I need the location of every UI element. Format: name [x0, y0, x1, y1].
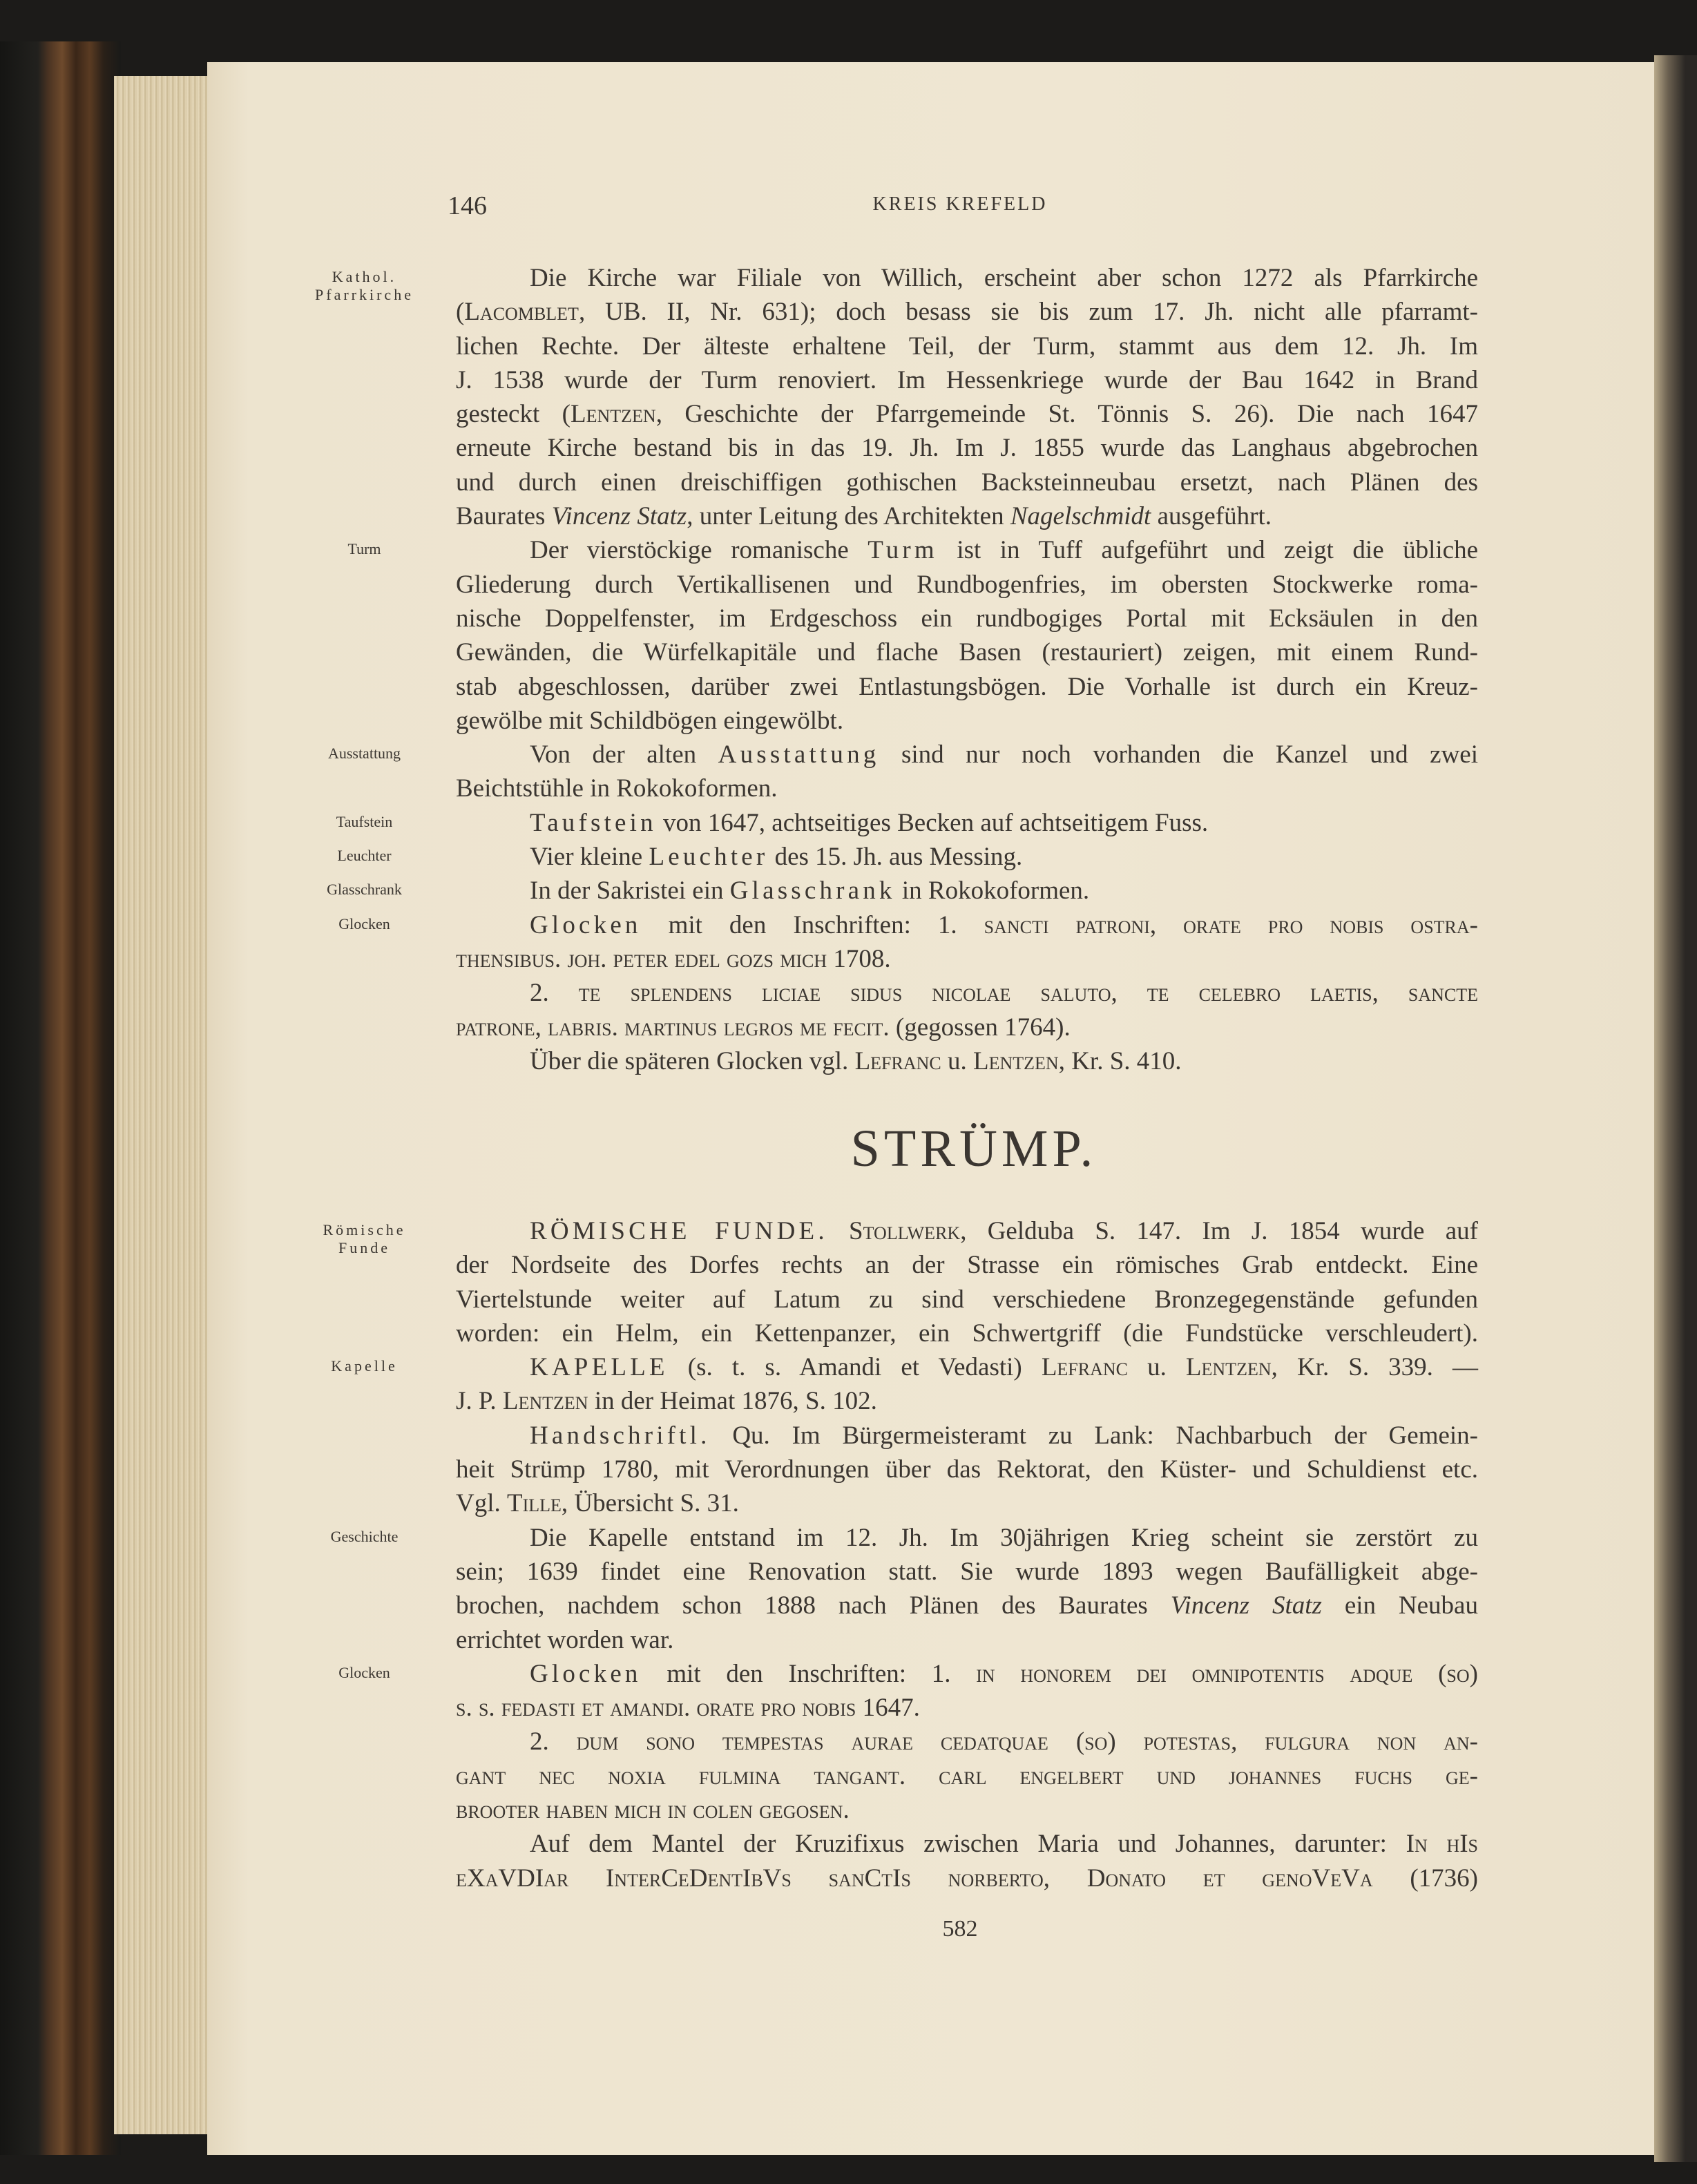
text-segment: gesteckt ( — [456, 400, 571, 429]
text-segment: u. — [941, 1046, 973, 1075]
text-line — [456, 1555, 1478, 1589]
section-kathol-pfarrkirche — [315, 261, 1479, 1078]
text-segment: ein Neubau — [1321, 1591, 1478, 1620]
text-segment: Vier kleine — [530, 843, 649, 872]
text-segment: , Gelduba S. 147. Im J. 1854 wurde auf — [960, 1217, 1478, 1245]
small-caps-text: 1. in honorem dei omnipotentis adque (so) — [931, 1659, 1478, 1688]
text-line — [456, 976, 1478, 1010]
spaced-keyword: Taufstein — [530, 808, 657, 837]
small-caps-text: Lefranc — [854, 1046, 941, 1075]
text-line — [456, 1861, 1478, 1895]
small-caps-text: 2. dum sono tempestas aurae cedatquae (so) potestas, fulgura non an- — [530, 1727, 1478, 1756]
text-segment: , Übersicht S. 31. — [561, 1489, 739, 1518]
spaced-keyword: KAPELLE — [530, 1353, 669, 1382]
text-line — [330, 1521, 1478, 1555]
text-segment: Die Kapelle entstand im 12. Jh. Im 30jährigen Krieg scheint sie zerstört zu — [530, 1523, 1478, 1552]
text-segment: Gewänden, die Würfelkapitäle und flache Basen (restauriert) zeigen, mit einem Rund- — [456, 638, 1478, 667]
text-line — [456, 1691, 1478, 1725]
text-segment: Die Kirche war Filiale von Willich, erscheint aber schon 1272 als Pfarrkirche — [530, 264, 1478, 292]
right-page-edge — [1654, 55, 1697, 2162]
margin-note-line: Kapelle — [331, 1357, 398, 1375]
title-text: STRÜMP — [850, 1120, 1080, 1178]
text-segment: erneute Kirche bestand bis in das 19. Jh. Im J. 1855 wurde das Langhaus abgebrochen — [456, 434, 1478, 463]
text-segment: Auf dem Mantel der Kruzifixus zwischen Maria und Johannes, darunter: — [530, 1830, 1406, 1859]
margin-note — [290, 261, 439, 304]
text-line — [456, 1316, 1478, 1350]
text-line — [456, 431, 1478, 465]
running-title: KREIS KREFELD — [872, 193, 1048, 215]
small-caps-text: Lentzen — [973, 1046, 1059, 1075]
text-line — [338, 1657, 1478, 1691]
text-line — [456, 1453, 1478, 1486]
text-segment: Über die späteren Glocken vgl. — [530, 1046, 855, 1075]
text-segment: Qu. Im Bürgermeisteramt zu Lank: Nachbarbuch der Gemein- — [710, 1421, 1478, 1450]
spaced-keyword: Ausstattung — [718, 740, 880, 769]
text-line — [456, 1793, 1478, 1827]
margin-note — [290, 738, 439, 763]
spaced-keyword: RÖMISCHE FUNDE. — [530, 1217, 828, 1245]
margin-note-line: Geschichte — [330, 1527, 399, 1545]
margin-note — [290, 908, 439, 933]
italic-text: Vincenz Statz — [551, 502, 687, 531]
margin-note-line: Funde — [338, 1239, 390, 1256]
text-line — [456, 1725, 1478, 1759]
text-line — [456, 1283, 1478, 1316]
text-line — [456, 363, 1478, 397]
spaced-keyword: Handschriftl. — [530, 1421, 711, 1450]
text-segment: In der Sakristei ein — [530, 877, 730, 906]
spaced-keyword: Turm — [867, 536, 938, 565]
text-line — [456, 397, 1478, 431]
text-line — [456, 568, 1478, 602]
text-segment: gewölbe mit Schildbögen eingewölbt. — [456, 706, 844, 735]
margin-note-line: Leuchter — [337, 847, 392, 865]
text-segment: J. P. — [456, 1387, 503, 1416]
margin-note — [290, 806, 439, 831]
section-struemp — [323, 1214, 1479, 1895]
text-line — [456, 1248, 1478, 1282]
text-line — [456, 466, 1478, 499]
text-segment: stab abgeschlossen, darüber zwei Entlastungsbögen. Die Vorhalle ist durch ein Kreuz- — [456, 672, 1478, 701]
text-line — [456, 1010, 1478, 1044]
text-line — [347, 533, 1478, 567]
small-caps-text: thensibus. joh. peter edel gozs mich 1708. — [456, 944, 891, 973]
small-caps-text: Lefranc — [1041, 1353, 1129, 1382]
text-segment: , Kr. S. 339. — — [1271, 1353, 1478, 1382]
text-segment: mit den Inschriften: — [641, 1659, 932, 1688]
text-segment: heit Strümp 1780, mit Verordnungen über das Rektorat, den Küster- und Schuldienst etc. — [456, 1455, 1478, 1484]
text-line — [456, 670, 1478, 704]
small-caps-text: brooter haben mich in colen gegosen. — [456, 1796, 850, 1825]
text-segment: lichen Rechte. Der älteste erhaltene Teil, der Turm, stammt aus dem 12. Jh. Im — [456, 332, 1478, 361]
text-line — [456, 1759, 1478, 1793]
page-number-header: 146 — [448, 191, 487, 220]
text-segment: Vgl. — [456, 1489, 507, 1518]
text-line — [456, 1384, 1478, 1418]
text-segment: Beichtstühle in Rokokoformen. — [456, 774, 778, 803]
text-segment: in der Heimat 1876, S. 102. — [588, 1387, 877, 1416]
margin-note — [290, 1521, 439, 1546]
small-caps-text: eXaVDIar InterCeDentIbVs sanCtIs norberto, Donato et genoVeVa — [456, 1864, 1373, 1893]
page-edges — [114, 76, 211, 2134]
margin-note-line: Ausstattung — [327, 745, 401, 763]
text-segment: Gliederung durch Vertikallisenen und Rundbogenfries, im obersten Stockwerke roma- — [456, 570, 1478, 599]
text-line — [456, 295, 1478, 329]
text-line — [456, 1827, 1478, 1861]
small-caps-text: Stollwerk — [849, 1217, 961, 1245]
small-caps-text: Tille — [507, 1489, 562, 1518]
text-segment: (1736) — [1372, 1864, 1478, 1893]
margin-note-line: Glocken — [338, 1663, 390, 1681]
margin-note — [290, 1214, 439, 1257]
text-segment: nische Doppelfenster, im Erdgeschoss ein rundbogiges Portal mit Ecksäulen in den — [456, 604, 1478, 633]
margin-note-line: Pfarrkirche — [315, 286, 414, 303]
small-caps-text: 2. te splendens liciae sidus nicolae saluto, te celebro laetis, sancte — [530, 979, 1478, 1008]
text-segment: Viertelstunde weiter auf Latum zu sind verschiedene Bronzegegenstände gefunden — [456, 1285, 1478, 1314]
text-segment: Der vierstöckige romanische — [530, 536, 868, 565]
margin-note — [290, 874, 439, 899]
text-segment: und durch einen dreischiffigen gothischen Backsteinneubau ersetzt, nach Plänen des — [456, 468, 1478, 497]
text-segment: J. 1538 wurde der Turm renoviert. Im Hessenkriege wurde der Bau 1642 in Brand — [456, 365, 1478, 394]
text-line — [456, 772, 1478, 805]
section-title — [691, 1119, 1257, 1179]
text-segment: , UB. II, Nr. 631); doch besass sie bis zum 17. Jh. nicht alle pfarramt- — [578, 298, 1478, 327]
text-segment: Von der alten — [530, 740, 718, 769]
text-line — [456, 635, 1478, 669]
text-line — [456, 1589, 1478, 1622]
folio-number: 582 — [942, 1916, 978, 1942]
text-line — [456, 704, 1478, 738]
text-line — [456, 1419, 1478, 1453]
text-line — [456, 1044, 1478, 1078]
small-caps-text: Lentzen — [1185, 1353, 1272, 1382]
spaced-keyword: Glocken — [530, 910, 642, 939]
text-segment: worden: ein Helm, ein Kettenpanzer, ein Schwertgriff (die Fundstücke verschleudert). — [456, 1319, 1478, 1348]
text-line — [337, 840, 1478, 874]
margin-note — [290, 1657, 439, 1682]
text-segment: sein; 1639 findet eine Renovation statt. Sie wurde 1893 wegen Baufälligkeit abge- — [456, 1557, 1478, 1586]
text-segment: u. — [1128, 1353, 1186, 1382]
text-segment: ausgeführt. — [1151, 502, 1272, 531]
text-segment: Baurates — [456, 502, 552, 531]
text-segment: mit den Inschriften: — [641, 910, 938, 939]
margin-note-line: Glocken — [338, 914, 390, 932]
text-line — [327, 874, 1478, 908]
text-segment: (s. t. s. Amandi et Vedasti) — [668, 1353, 1042, 1382]
margin-note-line: Taufstein — [336, 812, 393, 830]
margin-note-line: Kathol. — [332, 268, 397, 285]
margin-note — [290, 1350, 439, 1375]
margin-note-line: Turm — [347, 540, 381, 558]
text-line — [456, 499, 1478, 533]
text-line — [336, 806, 1478, 840]
book-binding — [0, 41, 121, 2155]
margin-note-line: Römische — [323, 1221, 406, 1238]
small-caps-text: In hIs — [1406, 1830, 1479, 1859]
italic-text: Nagelschmidt — [1010, 502, 1151, 531]
text-segment: in Rokokoformen. — [895, 877, 1090, 906]
text-line — [323, 1214, 1478, 1256]
text-line — [331, 1350, 1478, 1384]
text-line — [456, 1486, 1478, 1520]
text-segment — [828, 1217, 849, 1245]
small-caps-text: gant nec noxia fulmina tangant. carl engelbert und johannes fuchs ge- — [456, 1761, 1478, 1790]
small-caps-text: Lacomblet — [464, 298, 579, 327]
spaced-keyword: Glasschrank — [729, 877, 896, 906]
text-line — [456, 602, 1478, 635]
text-segment: der Nordseite des Dorfes rechts an der Strasse ein römisches Grab entdeckt. Eine — [456, 1251, 1478, 1280]
text-line — [456, 1623, 1478, 1657]
small-caps-text: Lentzen — [571, 400, 656, 429]
text-line — [315, 261, 1478, 303]
title-period: . — [1080, 1120, 1097, 1178]
margin-note-line: Glasschrank — [327, 881, 402, 899]
small-caps-text: Lentzen — [502, 1387, 588, 1416]
small-caps-text: patrone, labris. martinus legros me fecit. — [456, 1013, 890, 1042]
text-line — [456, 329, 1478, 363]
margin-note — [290, 533, 439, 558]
text-segment: ( — [456, 298, 465, 327]
small-caps-text: 1. sancti patroni, orate pro nobis ostra- — [937, 910, 1478, 939]
italic-text: Vincenz Statz — [1170, 1591, 1322, 1620]
text-segment: ist in Tuff aufgeführt und zeigt die übliche — [937, 536, 1478, 565]
text-line — [456, 942, 1478, 976]
text-segment: , Kr. S. 410. — [1058, 1046, 1182, 1075]
small-caps-text: s. s. fedasti et amandi. orate pro nobis 1647. — [456, 1694, 920, 1723]
text-segment: von 1647, achtseitiges Becken auf achtseitigem Fuss. — [656, 808, 1209, 837]
text-segment: errichtet worden war. — [456, 1625, 674, 1654]
text-segment: des 15. Jh. aus Messing. — [768, 843, 1023, 872]
text-segment: (gegossen 1764). — [889, 1013, 1071, 1042]
spaced-keyword: Leuchter — [649, 843, 769, 872]
spaced-keyword: Glocken — [530, 1659, 642, 1688]
text-segment: , unter Leitung des Architekten — [687, 502, 1010, 531]
margin-note — [290, 840, 439, 865]
text-line — [327, 738, 1478, 772]
text-segment: , Geschichte der Pfarrgemeinde St. Tönnis S. 26). Die nach 1647 — [655, 400, 1479, 429]
text-segment: brochen, nachdem schon 1888 nach Plänen des Baurates — [456, 1591, 1171, 1620]
text-line — [338, 908, 1478, 942]
text-segment: sind nur noch vorhanden die Kanzel und zwei — [879, 740, 1478, 769]
